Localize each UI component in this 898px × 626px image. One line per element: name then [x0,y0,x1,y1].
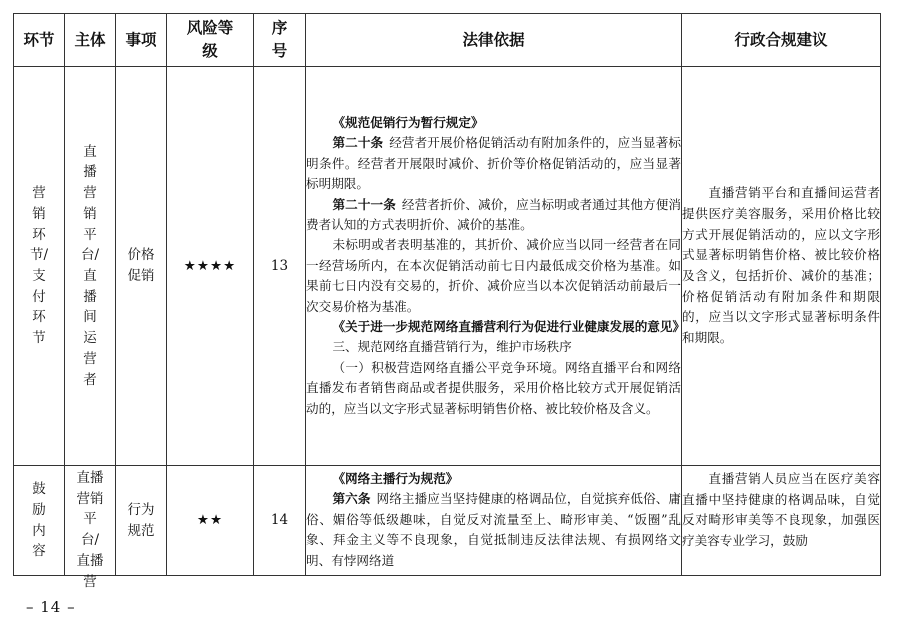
article-text: 网络主播应当坚持健康的格调品位，自觉摈弃低俗、庸俗、媚俗等低级趣味，自觉反对流量至上、畸形审美、“饭圈”乱象、拜金主义等不良现象，自觉抵制违反法律法规、有损网络文明、有悖网络道 [306,491,682,568]
cell-stage: 营销环节/支付环节 [14,67,65,466]
header-compliance-advice: 行政合规建议 [682,14,881,67]
regulation-table [13,13,881,590]
header-item: 事项 [116,14,167,67]
table-row [14,466,881,576]
cell-legal-basis [306,67,686,466]
header-risk-level: 风险等级 [167,14,254,67]
header-subject: 主体 [65,14,116,67]
cell-legal-basis [306,466,682,576]
advice-content [682,469,880,572]
advice-text: 直播营销平台和直播间运营者提供医疗美容服务，采用价格比较方式开展促销活动的，应以文字形式显著标明销售价格、被比较价格及含义，包括折价、减价的基准；价格促销活动有附加条件和期限的，应当以文字形式显著标明条件和期限。 [682,185,880,346]
risk-stars: ★★★★ [167,67,254,466]
law-article [306,133,681,194]
cell-stage: 鼓励内容 [14,466,65,576]
subject-text: 直播营销平台/直播营 [76,470,104,590]
cell-compliance-advice [682,466,881,576]
law-article [306,489,681,571]
legal-basis-content [306,469,681,572]
cell-number: 13 [254,67,306,466]
cell-item: 行为规范 [116,466,167,576]
risk-stars: ★★ [167,466,254,576]
cell-compliance-advice [682,67,881,466]
page-number: – 14 – [26,598,76,616]
article-text: 经营者折价、减价，应当标明或者通过其他方便消费者认知的方式表明折价、减价的基准。 [306,196,682,232]
article-label: 第六条 [332,491,371,507]
law-paragraph: 三、规范网络直播营销行为，维护市场秩序 [332,339,572,355]
header-row [14,14,881,67]
header-stage: 环节 [14,14,65,67]
cell-subject [65,466,116,590]
article-label: 第二十条 [332,135,384,151]
article-label: 第二十一条 [332,196,396,212]
law-title: 《关于进一步规范网络直播营利行为促进行业健康发展的意见》 [332,319,686,335]
law-title: 《规范促销行为暂行规定》 [332,114,484,130]
law-title: 《网络主播行为规范》 [332,471,459,486]
law-paragraph: （一）积极营造网络直播公平竞争环境。网络直播平台和网络直播发布者销售商品或者提供服务，采用价格比较方式开展促销活动的，应当以文字形式显著标明销售价格、被比较价格及含义。 [306,359,681,416]
cell-number: 14 [254,466,306,576]
law-article [306,195,681,236]
cell-item: 价格促销 [116,67,167,466]
advice-text: 直播营销人员应当在医疗美容直播中坚持健康的格调品味，自觉反对畸形审美等不良现象，加强医疗美容专业学习，鼓励 [682,471,880,549]
header-legal-basis: 法律依据 [306,14,682,67]
law-paragraph: 未标明或者表明基准的，其折价、减价应当以同一经营者在同一经营场所内，在本次促销活动前七日内最低成交价格为基准。如果前七日内没有交易的，折价、减价应当以本次促销活动前最后一次交易价格为基准。 [306,237,681,314]
article-text: 经营者开展价格促销活动有附加条件的，应当显著标明条件。经营者开展限时减价、折价等价格促销活动的，应当显著标明期限。 [306,135,682,192]
cell-subject: 直播营销平台/直播间运营者 [65,67,116,466]
table-row [14,67,881,466]
header-number: 序号 [254,14,306,67]
